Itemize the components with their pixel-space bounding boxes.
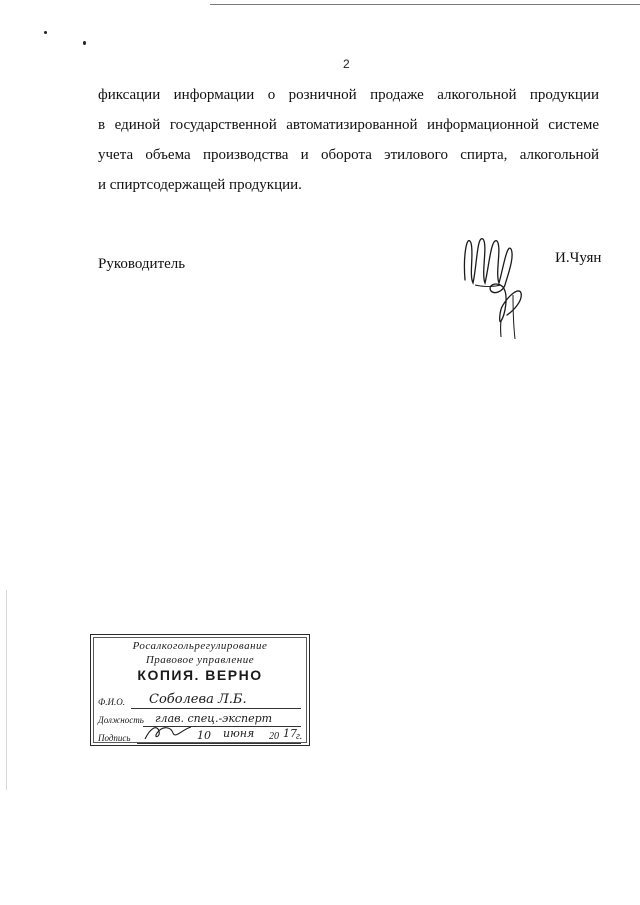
stamp-position-label: Должность	[98, 715, 144, 725]
scan-speck	[44, 31, 47, 34]
page-number: 2	[343, 57, 350, 71]
handwritten-signature	[455, 225, 535, 345]
stamp-date-year-suffix: 17	[283, 727, 297, 740]
body-line: в единой государственной автоматизированной информационной системе	[98, 117, 599, 133]
signer-title: Руководитель	[98, 256, 186, 272]
stamp-date-day: 10	[197, 729, 211, 742]
body-line: и спиртсодержащей продукции.	[98, 177, 302, 193]
scan-speck	[83, 41, 86, 45]
stamp-date-year-prefix: 20	[269, 731, 279, 742]
certified-copy-stamp	[90, 634, 310, 746]
stamp-organization: Росалкогольрегулирование	[132, 640, 268, 652]
scan-left-edge	[6, 590, 7, 790]
body-paragraph	[98, 80, 599, 200]
stamp-department: Правовое управление	[145, 654, 255, 666]
stamp-signature-line	[137, 743, 301, 744]
body-line: учета объема производства и оборота этилового спирта, алкогольной	[98, 147, 599, 163]
stamp-title: КОПИЯ. ВЕРНО	[137, 667, 263, 683]
stamp-position-value: глав. спец.-эксперт	[155, 712, 273, 725]
stamp-date-month: июня	[223, 727, 255, 740]
stamp-handwritten-signature	[143, 723, 193, 743]
stamp-fio-label: Ф.И.О.	[98, 697, 125, 707]
stamp-date-year-end: г.	[296, 731, 303, 742]
stamp-fio-line	[131, 708, 301, 709]
stamp-fio-value: Соболева Л.Б.	[149, 692, 247, 707]
stamp-signature-label: Подпись	[98, 733, 131, 743]
signer-name: И.Чуян	[555, 250, 602, 266]
body-line: фиксации информации о розничной продаже алкогольной продукции	[98, 87, 599, 103]
scan-top-rule	[210, 4, 640, 5]
